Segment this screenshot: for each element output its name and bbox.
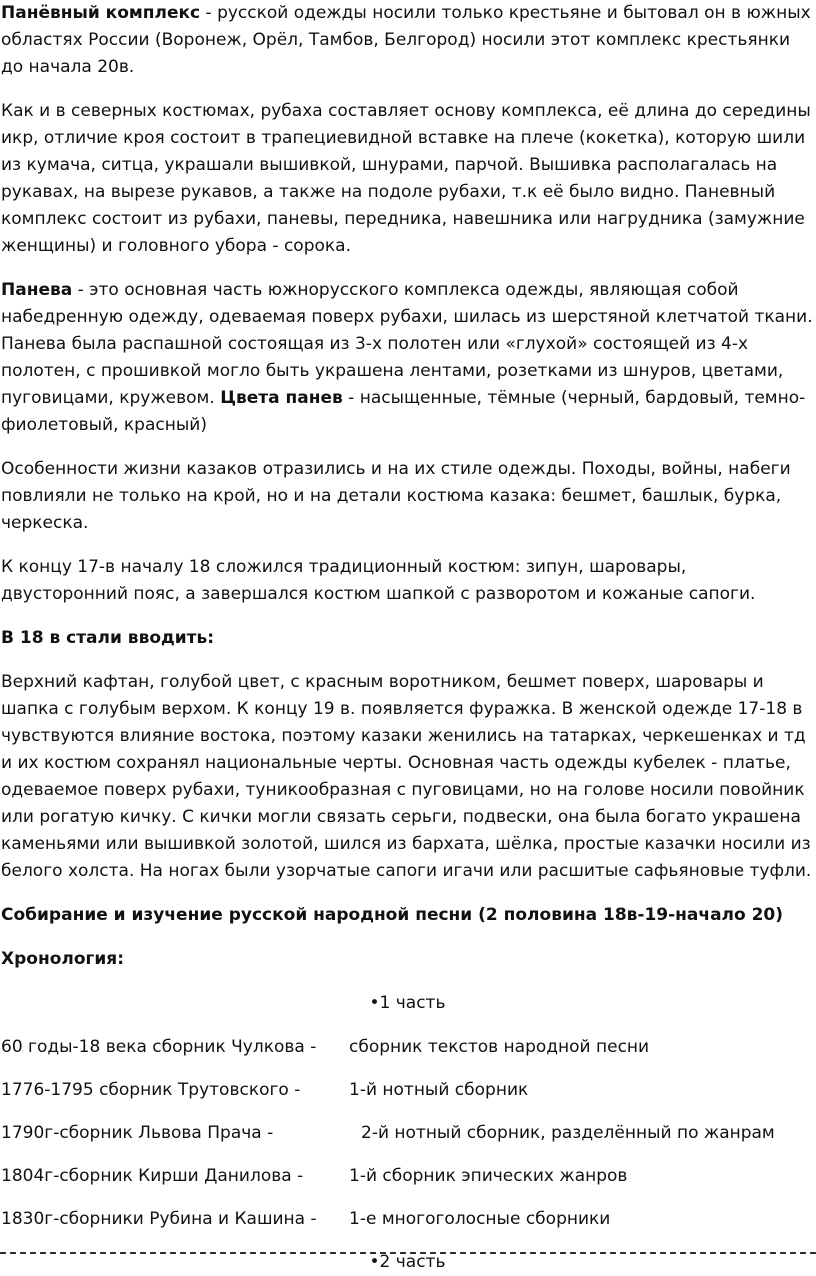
paragraph-text: - это основная часть южнорусского комплекса одежды, являющая собой набедренную одежду, одеваемая поверх рубахи, шилась из шерстяной клетчатой ткани. Панева была распашной состоящая из 3-х полотен или «глухой» состоящей из 4-х полотен, с прошивкой могло быть украшена лентами, розетками из шнуров, цветами, пуговицами, кружевом.	[1, 280, 813, 408]
paragraph-traditional-costume: К концу 17-в началу 18 сложился традиционный костюм: зипун, шаровары, двусторонний пояс, а завершался костюм шапкой с разворотом и кожаные сапоги.	[1, 557, 756, 604]
paragraph-kazaki: Особенности жизни казаков отразились и на их стиле одежды. Походы, войны, набеги повлияли не только на крой, но и на детали костюма казака: бешмет, башлык, бурка, черкеска.	[1, 459, 791, 533]
section-heading-folk-song: Собирание и изучение русской народной песни (2 половина 18в-19-начало 20)	[1, 905, 784, 925]
chronology-source: 60 годы-18 века сборник Чулкова -	[1, 1037, 317, 1057]
chronology-source: 1830г-сборники Рубина и Кашина -	[1, 1209, 317, 1229]
section-heading-18-century: В 18 в стали вводить:	[1, 628, 215, 648]
paragraph-text: - русской одежды носили только крестьяне и бытовал он в южных областях России (Воронеж, Орёл, Тамбов, Белгород) носили этот комплекс крестьянки до начала 20в.	[1, 3, 811, 77]
page-break-divider	[0, 1252, 816, 1254]
chronology-row	[1, 1206, 814, 1233]
chronology-row	[1, 1077, 814, 1104]
chronology-description: 1-й сборник эпических жанров	[349, 1166, 628, 1186]
paragraph-rubakha: Как и в северных костюмах, рубаха составляет основу комплекса, её длина до середины икр, отличие кроя состоит в трапециевидной вставке на плече (кокетка), которую шили из кумача, ситца, украшали вышивкой, шнурами, парчой. Вышивка располагалась на рукавах, на вырезе рукавов, а также на подоле рубахи, т.к её было видно. Паневный комплекс состоит из рубахи, паневы, передника, навешника или нагрудника (замужние женщины) и головного убора - сорока.	[1, 101, 811, 256]
chronology-row	[1, 1120, 814, 1147]
chronology-description: 1-е многоголосные сборники	[349, 1209, 611, 1229]
paragraph-paneva	[1, 277, 814, 439]
paragraph-kaftan: Верхний кафтан, голубой цвет, с красным воротником, бешмет поверх, шаровары и шапка с голубым верхом. К концу 19 в. появляется фуражка. В женской одежде 17-18 в чувствуются влияние востока, поэтому казаки женились на татарках, черкешенках и тд и их костюм сохранял национальные черты. Основная часть одежды кубелек - платье, одеваемое поверх рубахи, туникообразная с пуговицами, но на голове носили повойник или рогатую кичку. С кички могли связать серьги, подвески, она была богато украшена каменьями или вышивкой золотой, шился из бархата, шёлка, простые казачки носили из белого холста. На ногах были узорчатые сапоги игачи или расшитые сафьяновые туфли.	[1, 672, 812, 881]
chronology-source: 1790г-сборник Львова Прача -	[1, 1123, 274, 1143]
paragraph-panevny-komplex	[1, 0, 814, 81]
part-2-bullet: •2 часть	[369, 1252, 446, 1272]
term-paneva: Панева	[1, 280, 73, 300]
chronology-description: 2-й нотный сборник, разделённый по жанрам	[361, 1123, 775, 1143]
chronology-source: 1804г-сборник Кирши Данилова -	[1, 1166, 304, 1186]
section-heading-chronology: Хронология:	[1, 949, 125, 969]
term-panevny-komplex: Панёвный комплекс	[1, 3, 201, 23]
chronology-list	[1, 1034, 814, 1233]
part-1-bullet: •1 часть	[369, 993, 446, 1013]
chronology-description: сборник текстов народной песни	[349, 1037, 650, 1057]
chronology-description: 1-й нотный сборник	[349, 1080, 529, 1100]
chronology-row	[1, 1163, 814, 1190]
chronology-row	[1, 1034, 814, 1061]
paragraph-text: - насыщенные, тёмные (черный, бардовый, темно-фиолетовый, красный)	[1, 388, 806, 435]
term-tsveta-panev: Цвета панев	[220, 388, 343, 408]
chronology-source: 1776-1795 сборник Трутовского -	[1, 1080, 301, 1100]
